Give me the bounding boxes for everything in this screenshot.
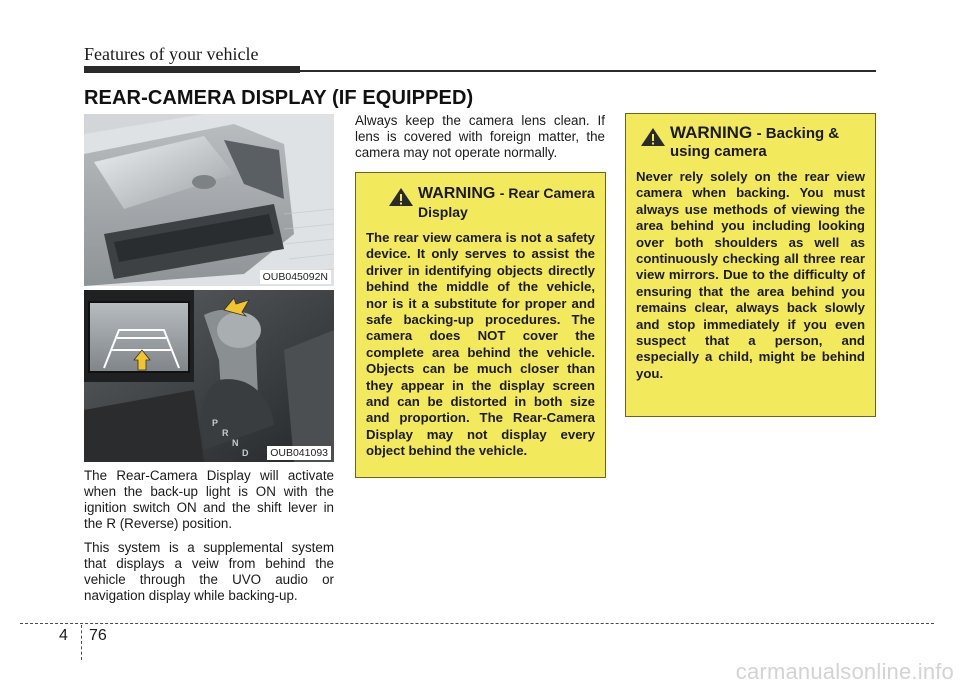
- warning-triangle-icon: [388, 187, 414, 207]
- page-header-title: Features of your vehicle: [84, 44, 259, 64]
- console-illustration: [84, 290, 334, 462]
- page-number: 76: [89, 627, 107, 644]
- warning-body: The rear view camera is not a safety device. It only serves to assist the driver in identifying objects directly behind the middle of the vehicle, nor is it a substitute for proper and safe backing-up procedures. The camera does NOT cover the complete area behind the vehicle. Objects can be much closer than they appear in the display screen and can be distorted in both size and proportion. The Rear-Camera Display may not display every object behind the vehicle.: [366, 230, 595, 459]
- middle-text-column: [355, 113, 605, 169]
- warning-header: [366, 184, 595, 222]
- paragraph-activation: The Rear-Camera Display will activate when the back-up light is ON with the ignition switch ON and the shift lever in the R (Reverse) position.: [84, 468, 334, 531]
- paragraph-supplemental: This system is a supplemental system that displays a veiw from behind the vehicle through the UVO audio or navigation display while backing-up.: [84, 540, 334, 603]
- warning-box-rear-camera: [355, 172, 606, 478]
- warning-label: WARNING: [418, 185, 496, 202]
- warning-triangle-icon: [640, 127, 666, 147]
- header-bar: [84, 66, 300, 73]
- image-code-bottom: OUB041093: [267, 446, 331, 460]
- section-number: 4: [59, 627, 68, 644]
- watermark: carmanualsonline.info: [735, 659, 954, 684]
- paragraph-lens-clean: Always keep the camera lens clean. If lens is covered with foreign matter, the camera may not operate normally.: [355, 113, 605, 160]
- svg-text:P: P: [212, 418, 219, 428]
- warning-body: Never rely solely on the rear view camera when backing. You must always use methods of viewing the area behind you including looking over both shoulders as well as continuously checking all three rear view mirrors. Due to the difficulty of ensuring that the area behind you remains clear, always back slowly and stop immediately if you even suspect that a person, and especially a child, might be behind you.: [636, 169, 865, 381]
- svg-text:R: R: [222, 428, 229, 438]
- left-text-column: [84, 468, 334, 612]
- header-rule: [300, 70, 876, 72]
- warning-label: WARNING: [670, 123, 753, 142]
- footer-rule: [20, 623, 934, 624]
- rear-vehicle-photo: [84, 114, 334, 286]
- footer-separator: [81, 625, 82, 660]
- svg-text:N: N: [232, 438, 239, 448]
- warning-title: - Rear Camera Display: [418, 185, 595, 220]
- rear-vehicle-illustration: [84, 114, 334, 286]
- image-code-top: OUB045092N: [260, 270, 331, 284]
- console-display-photo: [84, 290, 334, 462]
- section-title: REAR-CAMERA DISPLAY (IF EQUIPPED): [84, 87, 474, 109]
- warning-title: - Backing & using camera: [670, 125, 840, 160]
- warning-header: [636, 124, 865, 161]
- svg-text:D: D: [242, 448, 249, 458]
- warning-box-backing: [625, 113, 876, 417]
